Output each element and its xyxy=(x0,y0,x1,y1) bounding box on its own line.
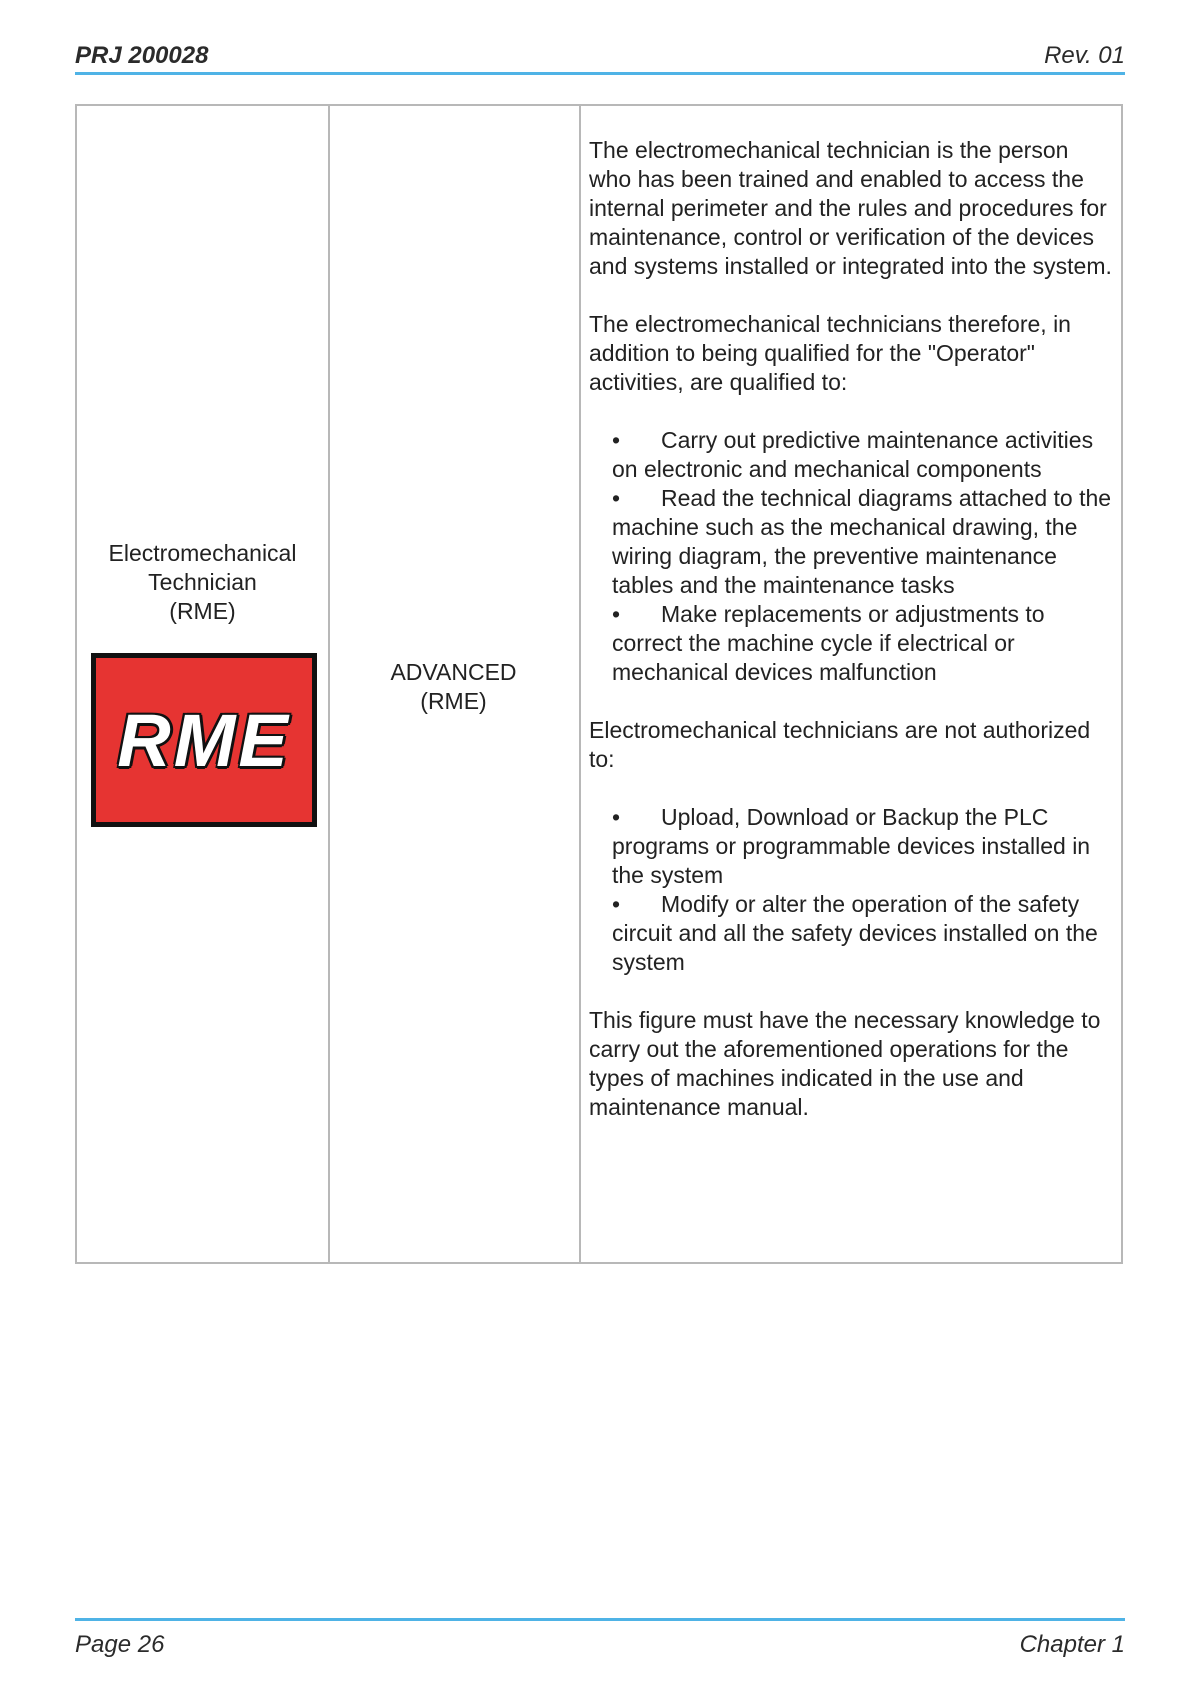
description-intro: The electromechanical technician is the person who has been trained and enabled to access the internal perimeter and the rules and procedures for maintenance, control or verification of the devices and systems installed or integrated into the system. xyxy=(589,137,1112,279)
list-item-text: Modify or alter the operation of the safety circuit and all the safety devices installed on the system xyxy=(612,891,1098,975)
bullet-icon: • xyxy=(612,601,621,627)
level-name-line: ADVANCED xyxy=(390,659,517,685)
rme-badge-icon xyxy=(91,653,317,827)
list-item xyxy=(612,803,1113,890)
list-item-text: Upload, Download or Backup the PLC programs or programmable devices installed in the system xyxy=(612,804,1091,888)
bullet-icon: • xyxy=(612,804,621,830)
project-number: PRJ 200028 xyxy=(75,42,209,69)
list-item-text: Make replacements or adjustments to correct the machine cycle if electrical or mechanical devices malfunction xyxy=(612,601,1045,685)
role-cell xyxy=(77,106,330,1262)
role-name-line: Technician xyxy=(148,569,257,595)
page-number: Page 26 xyxy=(75,1631,165,1658)
list-item-text: Carry out predictive maintenance activities on electronic and mechanical components xyxy=(612,427,1094,482)
rme-badge-text: RME xyxy=(117,698,291,782)
role-name xyxy=(77,539,328,626)
description-cell xyxy=(581,106,1121,1262)
list-item-text: Read the technical diagrams attached to the machine such as the mechanical drawing, the wiring diagram, the preventive maintenance tables and the maintenance tasks xyxy=(612,485,1112,598)
role-table xyxy=(75,104,1123,1264)
role-name-line: Electromechanical xyxy=(108,540,297,566)
page-footer xyxy=(75,1618,1125,1661)
level-name xyxy=(328,658,579,716)
bullet-icon: • xyxy=(612,427,621,453)
not-authorized-intro: Electromechanical technicians are not authorized to: xyxy=(589,717,1091,772)
qualified-intro: The electromechanical technicians therefore, in addition to being qualified for the "Operator" activities, are qualified to: xyxy=(589,311,1071,395)
bullet-icon: • xyxy=(612,485,621,511)
list-item xyxy=(612,484,1113,600)
list-item xyxy=(612,600,1113,687)
bullet-icon: • xyxy=(612,891,621,917)
list-item xyxy=(612,890,1113,977)
level-cell xyxy=(328,106,581,1262)
role-name-line: (RME) xyxy=(169,598,236,624)
page-header xyxy=(75,40,1125,75)
qualified-list xyxy=(612,426,1113,687)
level-name-line: (RME) xyxy=(420,688,487,714)
revision-number: Rev. 01 xyxy=(1044,42,1125,69)
chapter-label: Chapter 1 xyxy=(1019,1631,1125,1658)
description-text xyxy=(589,136,1113,1122)
description-closing: This figure must have the necessary knowledge to carry out the aforementioned operations for the types of machines indicated in the use and maintenance manual. xyxy=(589,1007,1101,1120)
not-authorized-list xyxy=(612,803,1113,977)
list-item xyxy=(612,426,1113,484)
